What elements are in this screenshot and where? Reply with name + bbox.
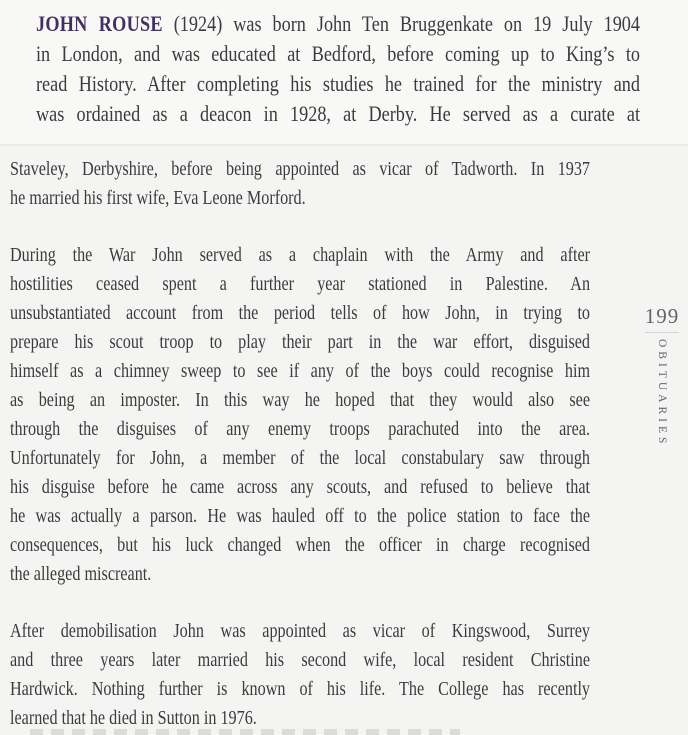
header-text-line: read History. After completing his studies he trained for the ministry and — [36, 71, 641, 96]
text-line: through the disguises of any enemy troops parachuted into the area. — [10, 419, 591, 440]
body-paragraph — [10, 155, 590, 213]
text-line: Unfortunately for John, a member of the local constabulary saw through — [10, 448, 591, 469]
text-line: Hardwick. Nothing further is known of his life. The College has recently — [10, 679, 591, 700]
text-line: he married his first wife, Eva Leone Morford. — [10, 188, 306, 209]
header-text-line: in London, and was educated at Bedford, before coming up to King’s to — [36, 41, 641, 66]
text-line: Staveley, Derbyshire, before being appointed as vicar of Tadworth. In 1937 — [10, 159, 591, 180]
text-line: the alleged miscreant. — [10, 564, 152, 585]
text-line: as being an imposter. In this way he hoped that they would also see — [10, 390, 591, 411]
page-number: 199 — [644, 304, 680, 328]
text-line: After demobilisation John was appointed as vicar of Kingswood, Surrey — [10, 621, 591, 642]
text-line: he was actually a parson. He was hauled off to the police station to face the — [10, 506, 591, 527]
text-line: unsubstantiated account from the period tells of how John, in trying to — [10, 303, 591, 324]
obituary-name: JOHN ROUSE — [36, 11, 163, 36]
body-paragraph — [10, 617, 590, 733]
text-line: prepare his scout troop to play their part in the war effort, disguised — [10, 332, 591, 353]
folio-rule — [645, 332, 679, 333]
text-line: During the War John served as a chaplain with the Army and after — [10, 245, 591, 266]
text-line: and three years later married his second wife, local resident Christine — [10, 650, 591, 671]
text-line: consequences, but his luck changed when the officer in charge recognised — [10, 535, 591, 556]
obituary-header-text — [36, 9, 640, 129]
header-text-line: was ordained as a deacon in 1928, at Derby. He served as a curate at — [36, 101, 641, 126]
body-paragraph — [10, 241, 590, 589]
header-text-line: JOHN ROUSE (1924) was born John Ten Bruggenkate on 19 July 1904 — [36, 11, 641, 36]
text-line: his disguise before he came across any scouts, and refused to believe that — [10, 477, 591, 498]
text-line: himself as a chimney sweep to see if any of the boys could recognise him — [10, 361, 591, 382]
cut-off-next-line — [30, 729, 460, 735]
text-line: hostilities ceased spent a further year stationed in Palestine. An — [10, 274, 591, 295]
folio-sidebar — [640, 304, 684, 447]
text-line: learned that he died in Sutton in 1976. — [10, 708, 257, 729]
obituary-body-text — [10, 155, 590, 733]
section-label-vertical: OBITUARIES — [656, 339, 668, 448]
obituary-header-block — [0, 0, 688, 144]
